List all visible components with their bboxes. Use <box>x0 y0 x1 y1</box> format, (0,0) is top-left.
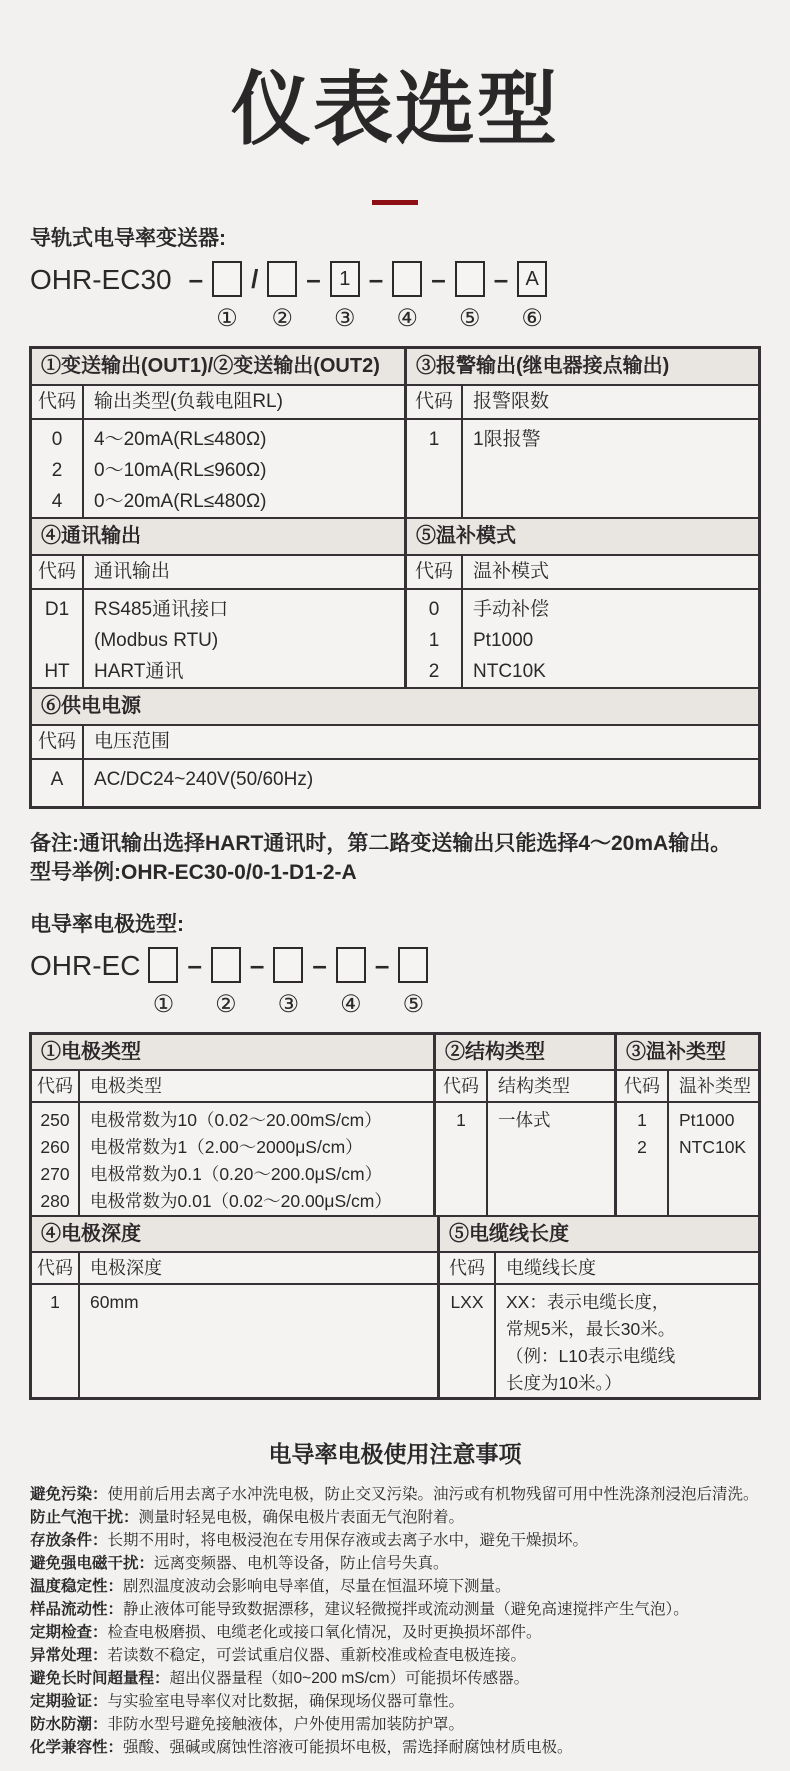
desc-values <box>84 760 758 806</box>
note-text: 超出仪器量程（如0~200 mS/cm）可能损坏传感器。 <box>169 1670 530 1687</box>
note-label: 温度稳定性： <box>30 1578 124 1595</box>
desc-value: (Modbus RTU) <box>94 630 219 651</box>
model-code-box <box>392 261 422 297</box>
desc-value: Pt1000 <box>473 630 534 651</box>
table-section-header: ⑤电缆线长度 <box>440 1217 758 1253</box>
code-value: 0 <box>428 599 440 620</box>
note-text: 若读数不稳定，可尝试重启仪器、重新校准或检查电极连接。 <box>107 1647 527 1664</box>
code-values <box>32 1285 80 1397</box>
code-column-header: 代码 <box>407 556 463 588</box>
code-value: 250 <box>40 1110 70 1130</box>
desc-column-header: 电极类型 <box>90 1076 162 1096</box>
desc-column-header: 电缆线长度 <box>506 1258 596 1278</box>
dash-separator: – <box>249 950 265 980</box>
note-label: 避免长时间超量程： <box>30 1670 170 1687</box>
code-value: 1 <box>428 429 440 450</box>
dash-separator: – <box>493 264 509 294</box>
note-text: 使用前后用去离子水冲洗电极，防止交叉污染。油污或有机物残留可用中性洗涤剂浸泡后清洗。 <box>107 1486 759 1503</box>
desc-value: 0～10mA(RL≤960Ω) <box>94 460 267 481</box>
desc-values <box>463 590 758 687</box>
model-segment <box>455 261 485 332</box>
table-section-header: ③温补类型 <box>617 1035 758 1071</box>
desc-value: 60mm <box>90 1292 139 1312</box>
desc-values <box>84 590 404 687</box>
code-value: LXX <box>450 1292 484 1312</box>
table-column-headers <box>436 1071 614 1103</box>
code-value: D1 <box>44 599 70 620</box>
code-values <box>32 760 84 806</box>
desc-value: 一体式 <box>498 1110 551 1130</box>
desc-column-header: 温补模式 <box>473 561 550 582</box>
circled-number-icon: ④ <box>396 305 418 332</box>
model-code-box <box>212 261 242 297</box>
note-text: 剧烈温度波动会影响电导率值，尽量在恒温环境下测量。 <box>123 1578 511 1595</box>
code-value: 1 <box>50 1292 60 1312</box>
model-prefix: OHR-EC <box>30 950 141 981</box>
model-segment <box>212 261 242 332</box>
table-section-header: ⑤温补模式 <box>407 519 758 556</box>
code-column-header: 代码 <box>32 726 84 758</box>
note-text: 与实验室电导率仪对比数据，确保现场仪器可靠性。 <box>107 1693 465 1710</box>
desc-column-header: 结构类型 <box>498 1076 570 1096</box>
table-column-headers <box>32 1253 437 1285</box>
table-column <box>614 1035 758 1215</box>
table-data-area <box>32 760 758 806</box>
desc-value: AC/DC24~240V(50/60Hz) <box>94 769 314 790</box>
desc-values <box>488 1103 614 1215</box>
table-section <box>32 349 758 517</box>
page-title: 仪表选型 <box>231 65 559 154</box>
circled-number-icon: ② <box>271 305 294 332</box>
table-section <box>32 687 758 806</box>
table-data-area <box>440 1285 758 1397</box>
desc-value: 手动补偿 <box>473 599 550 620</box>
model-segment <box>273 947 303 1018</box>
table-section <box>32 1035 758 1215</box>
table-section-header: ①电极类型 <box>32 1035 433 1071</box>
note-item <box>30 1621 762 1644</box>
table-section-header: ②结构类型 <box>436 1035 614 1071</box>
dash-separator: – <box>374 950 390 980</box>
note-label: 异常处理： <box>30 1647 108 1664</box>
transmitter-heading: 导轨式电导率变送器: <box>30 227 226 250</box>
table-column-headers <box>32 556 404 590</box>
code-value: 280 <box>40 1191 70 1211</box>
model-segment <box>517 261 547 332</box>
note-label: 避免强电磁干扰： <box>30 1555 155 1572</box>
model-code-box: A <box>517 261 547 297</box>
dash-separator: – <box>187 950 202 980</box>
table-section-header: ⑥供电电源 <box>32 689 758 726</box>
desc-column-header: 电极深度 <box>90 1258 162 1278</box>
code-value: 4 <box>51 491 63 512</box>
notes-list <box>30 1483 762 1759</box>
circled-number-icon: ① <box>216 305 238 332</box>
desc-column-header: 电压范围 <box>94 731 171 752</box>
table-column-headers <box>32 1071 433 1103</box>
model-code-box <box>273 947 303 983</box>
desc-value: RS485通讯接口 <box>94 599 229 620</box>
table-column <box>404 349 758 517</box>
table-section-header: ③报警输出(继电器接点输出) <box>407 349 758 386</box>
circled-number-icon: ⑤ <box>458 305 481 332</box>
table-column <box>32 1217 437 1397</box>
desc-value: 电极常数为0.1（0.20～200.0μS/cm） <box>90 1164 383 1184</box>
model-segment <box>330 261 360 332</box>
note-item <box>30 1575 762 1598</box>
dash-separator: – <box>368 264 384 294</box>
code-column-header: 代码 <box>32 1253 80 1283</box>
desc-values <box>84 420 404 517</box>
table-data-area <box>32 1285 437 1397</box>
note-item <box>30 1506 762 1529</box>
code-column-header: 代码 <box>32 1071 80 1101</box>
table-column <box>433 1035 614 1215</box>
table-data-area <box>436 1103 614 1215</box>
model-code-box <box>267 261 297 297</box>
model-prefix: OHR-EC30 <box>30 264 172 295</box>
table-data-area <box>407 420 758 517</box>
table-section-header: ④电极深度 <box>32 1217 437 1253</box>
remark-note: 备注:通讯输出选择HART通讯时，第二路变送输出只能选择4～20mA输出。 <box>30 832 732 855</box>
table-column-headers <box>32 386 404 420</box>
model-segment <box>398 947 428 1018</box>
table-data-area <box>32 1103 433 1215</box>
desc-value: （例：L10表示电缆线 <box>506 1346 676 1366</box>
note-text: 长期不用时，将电极浸泡在专用保存液或去离子水中，避免干燥损坏。 <box>107 1532 589 1549</box>
remark-example: 型号举例:OHR-EC30-0/0-1-D1-2-A <box>30 861 357 884</box>
transmitter-model-code <box>30 261 790 332</box>
note-label: 样品流动性： <box>30 1601 124 1618</box>
table-column-headers <box>407 386 758 420</box>
code-values <box>32 1103 80 1215</box>
note-label: 定期验证： <box>30 1693 108 1710</box>
table-column-headers <box>440 1253 758 1285</box>
note-text: 远离变频器、电机等设备，防止信号失真。 <box>154 1555 449 1572</box>
desc-value: 电极常数为1（2.00～2000μS/cm） <box>90 1137 363 1157</box>
table-column-headers <box>407 556 758 590</box>
electrode-model-code <box>30 947 790 1018</box>
note-text: 强酸、强碱或腐蚀性溶液可能损坏电极，需选择耐腐蚀材质电极。 <box>123 1739 573 1756</box>
code-values <box>32 420 84 517</box>
desc-value: 常规5米，最长30米。 <box>506 1319 676 1339</box>
note-label: 避免污染： <box>30 1486 108 1503</box>
table-column <box>437 1217 758 1397</box>
note-item <box>30 1483 762 1506</box>
desc-value: Pt1000 <box>679 1110 735 1130</box>
desc-value: HART通讯 <box>94 661 184 682</box>
note-label: 存放条件： <box>30 1532 108 1549</box>
desc-column-header: 输出类型(负载电阻RL) <box>94 391 283 412</box>
table-data-area <box>617 1103 758 1215</box>
code-values <box>407 420 463 517</box>
table-column <box>32 689 758 806</box>
code-value: 1 <box>456 1110 466 1130</box>
dash-separator: – <box>188 264 204 294</box>
desc-column-header: 通讯输出 <box>94 561 171 582</box>
electrode-heading: 电导率电极选型: <box>30 913 184 936</box>
table-column-headers <box>617 1071 758 1103</box>
model-segment <box>392 261 422 332</box>
desc-value: XX：表示电缆长度， <box>506 1292 670 1312</box>
table-section <box>32 1215 758 1397</box>
desc-column-header: 报警限数 <box>473 391 550 412</box>
desc-value: 电极常数为10（0.02～20.00mS/cm） <box>90 1110 382 1130</box>
table-data-area <box>32 590 404 687</box>
table-section-header: ④通讯输出 <box>32 519 404 556</box>
desc-values <box>80 1103 433 1215</box>
model-code-box <box>455 261 485 297</box>
model-segment <box>148 947 178 1018</box>
table-data-area <box>32 420 404 517</box>
table-column-headers <box>32 726 758 760</box>
model-segment <box>336 947 366 1018</box>
code-column-header: 代码 <box>407 386 463 418</box>
code-value <box>32 625 82 656</box>
note-label: 防止气泡干扰： <box>30 1509 139 1526</box>
code-value <box>440 1343 494 1370</box>
code-value: 1 <box>637 1110 647 1130</box>
desc-value: 电极常数为0.01（0.02～20.00μS/cm） <box>90 1191 392 1211</box>
dash-separator: – <box>431 264 446 294</box>
circled-number-icon: ③ <box>277 991 300 1018</box>
desc-values <box>80 1285 437 1397</box>
circled-number-icon: ④ <box>340 991 362 1018</box>
note-item <box>30 1690 762 1713</box>
dash-separator: – <box>312 950 327 980</box>
circled-number-icon: ② <box>215 991 237 1018</box>
model-code-box <box>336 947 366 983</box>
model-code-box <box>148 947 178 983</box>
circled-number-icon: ⑥ <box>521 305 543 332</box>
desc-value: NTC10K <box>679 1137 747 1157</box>
table-section <box>32 517 758 687</box>
desc-value: 1限报警 <box>473 429 541 450</box>
code-value <box>440 1370 494 1397</box>
note-item <box>30 1713 762 1736</box>
code-values <box>436 1103 488 1215</box>
model-code-box <box>211 947 241 983</box>
desc-value: NTC10K <box>473 661 546 682</box>
table-section-header: ①变送输出(OUT1)/②变送输出(OUT2) <box>32 349 404 386</box>
code-value: 0 <box>51 429 63 450</box>
note-label: 定期检查： <box>30 1624 108 1641</box>
transmitter-selection-table <box>29 346 761 809</box>
code-column-header: 代码 <box>32 556 84 588</box>
desc-column-header: 温补类型 <box>679 1076 751 1096</box>
desc-values <box>463 420 758 517</box>
code-value: A <box>50 769 64 790</box>
desc-values <box>669 1103 758 1215</box>
desc-values <box>496 1285 758 1397</box>
code-value <box>440 1316 494 1343</box>
circled-number-icon: ⑤ <box>402 991 425 1018</box>
note-text: 非防水型号避免接触液体，户外使用需加装防护罩。 <box>107 1716 465 1733</box>
circled-number-icon: ③ <box>334 305 356 332</box>
code-value: 1 <box>428 630 440 651</box>
table-data-area <box>407 590 758 687</box>
note-item <box>30 1667 762 1690</box>
code-column-header: 代码 <box>617 1071 669 1101</box>
table-column <box>32 1035 433 1215</box>
note-label: 化学兼容性： <box>30 1739 124 1756</box>
note-item <box>30 1552 762 1575</box>
note-item <box>30 1644 762 1667</box>
code-column-header: 代码 <box>440 1253 496 1283</box>
code-values <box>407 590 463 687</box>
desc-value: 0～20mA(RL≤480Ω) <box>94 491 267 512</box>
note-label: 防水防潮： <box>30 1716 108 1733</box>
code-value: 270 <box>40 1164 70 1184</box>
circled-number-icon: ① <box>152 991 175 1018</box>
table-column <box>404 519 758 687</box>
model-code-box: 1 <box>330 261 360 297</box>
code-value: 260 <box>40 1137 70 1157</box>
notes-title: 电导率电极使用注意事项 <box>268 1441 522 1467</box>
note-text: 测量时轻晃电极，确保电极片表面无气泡附着。 <box>138 1509 465 1526</box>
electrode-selection-table <box>29 1032 761 1400</box>
note-item <box>30 1598 762 1621</box>
code-value: 2 <box>428 661 440 682</box>
desc-value: 4～20mA(RL≤480Ω) <box>94 429 267 450</box>
model-segment <box>211 947 241 1018</box>
code-column-header: 代码 <box>436 1071 488 1101</box>
note-item <box>30 1736 762 1759</box>
note-text: 检查电极磨损、电缆老化或接口氧化情况，及时更换损坏部件。 <box>107 1624 542 1641</box>
table-column <box>32 519 404 687</box>
table-column <box>32 349 404 517</box>
model-code-box <box>398 947 428 983</box>
code-values <box>617 1103 669 1215</box>
dash-separator: / <box>251 264 259 294</box>
code-value: HT <box>44 661 70 682</box>
note-text: 静止液体可能导致数据漂移，建议轻微搅拌或流动测量（避免高速搅拌产生气泡）。 <box>123 1601 689 1618</box>
dash-separator: – <box>306 264 321 294</box>
code-values <box>32 590 84 687</box>
model-segment <box>267 261 297 332</box>
title-divider <box>372 200 418 205</box>
code-value: 2 <box>637 1137 647 1157</box>
code-column-header: 代码 <box>32 386 84 418</box>
note-item <box>30 1529 762 1552</box>
code-value: 2 <box>51 460 63 481</box>
desc-value: 长度为10米。） <box>506 1373 622 1393</box>
code-values <box>440 1285 496 1397</box>
